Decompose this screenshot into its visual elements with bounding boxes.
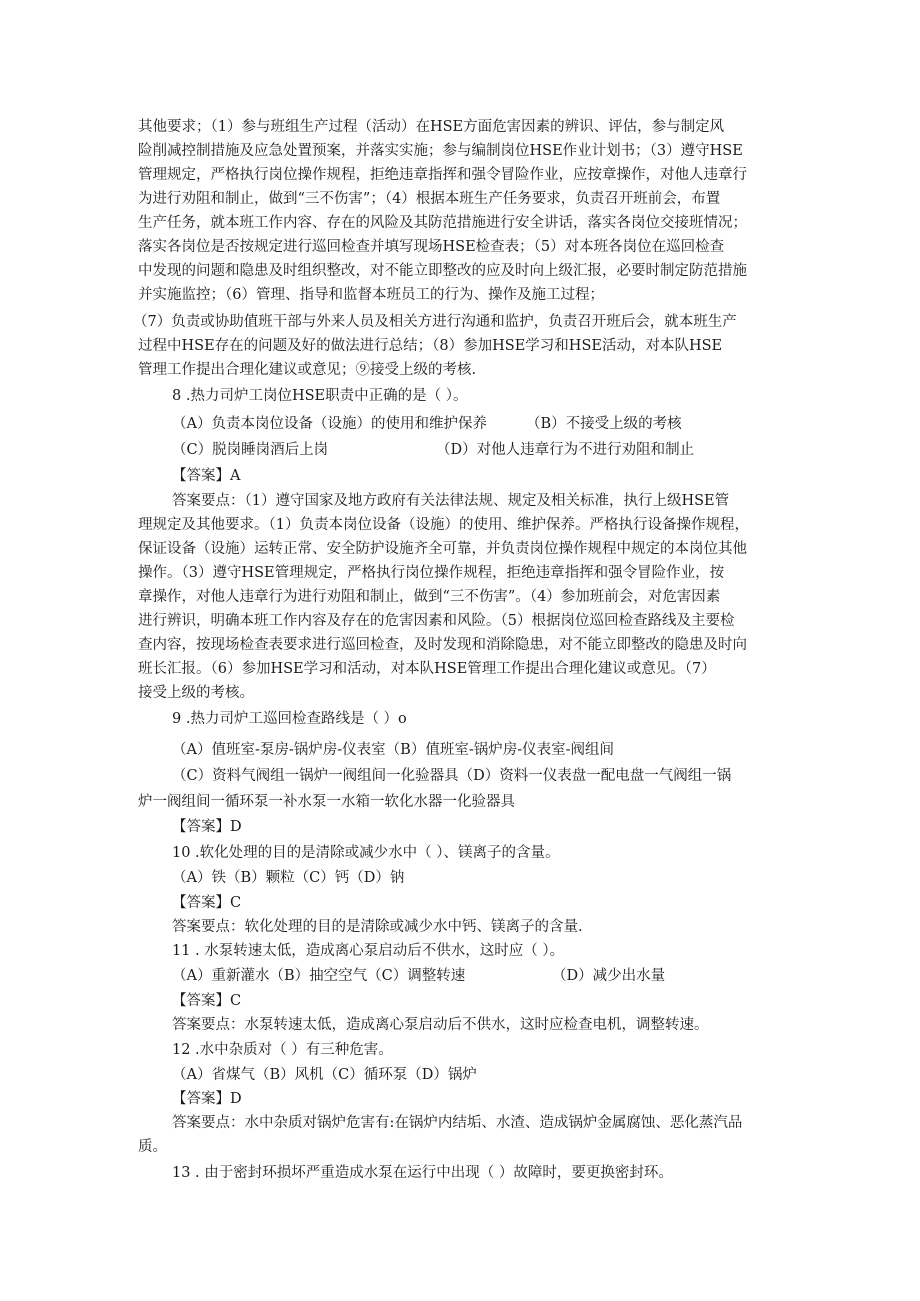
question-8-explanation-6: 进行辨识，明确本班工作内容及存在的危害因素和风险。（5）根据岗位巡回检查路线及主要检: [138, 613, 735, 629]
question-13-stem: 13 . 由于密封环损坏严重造成水泵在运行中出现（ ）故障时，要更换密封环。: [172, 1165, 673, 1181]
question-8-option-d: （D）对他人违章行为不进行劝阻和制止: [436, 442, 695, 458]
question-8-explanation-7: 查内容，按现场检查表要求进行巡回检查，及时发现和消除隐患，对不能立即整改的隐患及时向: [138, 637, 747, 653]
question-11-stem: 11 . 水泵转速太低，造成离心泵启动后不供水，这时应（ ）。: [172, 943, 565, 959]
intro-line-3: 管理规定，严格执行岗位操作规程，拒绝违章指挥和强令冒险作业，应按章操作，对他人违章行: [138, 167, 747, 183]
question-8-explanation-3: 保证设备（设施）运转正常、安全防护设施齐全可靠，并负责岗位操作规程中规定的本岗位其他: [138, 541, 747, 557]
intro-line-6: 落实各岗位是否按规定进行巡回检查并填写现场HSE检查表；（5）对本班各岗位在巡回检查: [138, 239, 725, 255]
intro-line-2: 险削减控制措施及应急处置预案，并落实实施；参与编制岗位HSE作业计划书；（3）遵守HSE: [138, 143, 743, 159]
question-8-stem: 8 .热力司炉工岗位HSE职责中正确的是（ ）。: [172, 388, 468, 404]
intro-line-1: 其他要求；（1）参与班组生产过程（活动）在HSE方面危害因素的辨识、评估，参与制定风: [138, 119, 725, 135]
question-12-explanation-2: 质。: [138, 1139, 167, 1155]
intro-line-11: 管理工作提出合理化建议或意见；⑨接受上级的考核.: [138, 362, 477, 378]
intro-line-5: 生产任务，就本班工作内容、存在的风险及其防范措施进行安全讲话，落实各岗位交接班情况；: [138, 215, 747, 231]
question-11-option-d: （D）减少出水量: [552, 968, 666, 984]
question-9-options-cd-1: （C）资料气阀组一锅炉一阀组间一化验器具（D）资料一仪表盘一配电盘一气阀组一锅: [172, 768, 732, 784]
question-12-options: （A）省煤气（B）风机（C）循环泵（D）锅炉: [172, 1067, 477, 1083]
question-8-explanation-8: 班长汇报。（6）参加HSE学习和活动，对本队HSE管理工作提出合理化建议或意见。（7）: [138, 661, 716, 677]
question-9-options-cd-2: 炉一阀组间一循环泵一补水泵一水箱一软化水器一化验器具: [138, 794, 515, 810]
question-10-explanation: 答案要点：软化处理的目的是清除或减少水中钙、镁离子的含量.: [172, 919, 583, 935]
question-8-explanation-1: 答案要点：（1）遵守国家及地方政府有关法律法规、规定及相关标准，执行上级HSE管: [172, 493, 730, 509]
question-8-answer: 【答案】A: [172, 468, 241, 484]
question-8-explanation-2: 理规定及其他要求。（1）负责本岗位设备（设施）的使用、维护保养。严格执行设备操作规程，: [138, 517, 749, 533]
intro-line-9: （7）负责或协助值班干部与外来人员及相关方进行沟通和监护，负责召开班后会，就本班生产: [133, 314, 737, 330]
question-10-options: （A）铁（B）颗粒（C）钙（D）钠: [172, 870, 405, 886]
question-10-stem: 10 .软化处理的目的是清除或减少水中（ ）、镁离子的含量。: [172, 845, 560, 861]
question-8-option-c: （C）脱岗睡岗酒后上岗: [172, 442, 329, 458]
question-11-options-abc: （A）重新灌水（B）抽空空气（C）调整转速: [172, 968, 466, 984]
question-12-stem: 12 .水中杂质对（ ）有三种危害。: [172, 1042, 393, 1058]
question-8-explanation-5: 章操作，对他人违章行为进行劝阻和制止，做到“三不伤害”。（4）参加班前会，对危害因素: [138, 589, 721, 605]
question-11-explanation: 答案要点：水泵转速太低，造成离心泵启动后不供水，这时应检查电机，调整转速。: [172, 1017, 709, 1033]
question-12-answer: 【答案】D: [172, 1091, 242, 1107]
question-9-answer: 【答案】D: [172, 819, 242, 835]
question-8-option-b: （B）不接受上级的考核: [526, 416, 682, 432]
intro-line-4: 为进行劝阻和制止，做到“三不伤害”；（4）根据本班生产任务要求，负责召开班前会，布置: [138, 191, 721, 207]
question-8-explanation-9: 接受上级的考核。: [138, 685, 254, 701]
intro-line-8: 并实施监控；（6）管理、指导和监督本班员工的行为、操作及施工过程；: [138, 287, 604, 303]
question-11-answer: 【答案】C: [172, 993, 242, 1009]
intro-line-10: 过程中HSE存在的问题及好的做法进行总结；（8）参加HSE学习和HSE活动，对本队HSE: [138, 338, 723, 354]
intro-line-7: 中发现的问题和隐患及时组织整改，对不能立即整改的应及时向上级汇报，必要时制定防范措施: [138, 263, 747, 279]
question-8-explanation-4: 操作。（3）遵守HSE管理规定，严格执行岗位操作规程，拒绝违章指挥和强令冒险作业，按: [138, 565, 725, 581]
question-9-stem: 9 .热力司炉工巡回检查路线是（ ）o: [172, 711, 407, 727]
question-12-explanation-1: 答案要点：水中杂质对锅炉危害有:在锅炉内结垢、水渣、造成锅炉金属腐蚀、恶化蒸汽品: [172, 1115, 743, 1131]
question-8-option-a: （A）负责本岗位设备（设施）的使用和维护保养: [172, 416, 487, 432]
question-9-options-ab: （A）值班室-泵房-锅炉房-仪表室（B）值班室-锅炉房-仪表室-阀组间: [172, 742, 615, 758]
question-10-answer: 【答案】C: [172, 895, 242, 911]
